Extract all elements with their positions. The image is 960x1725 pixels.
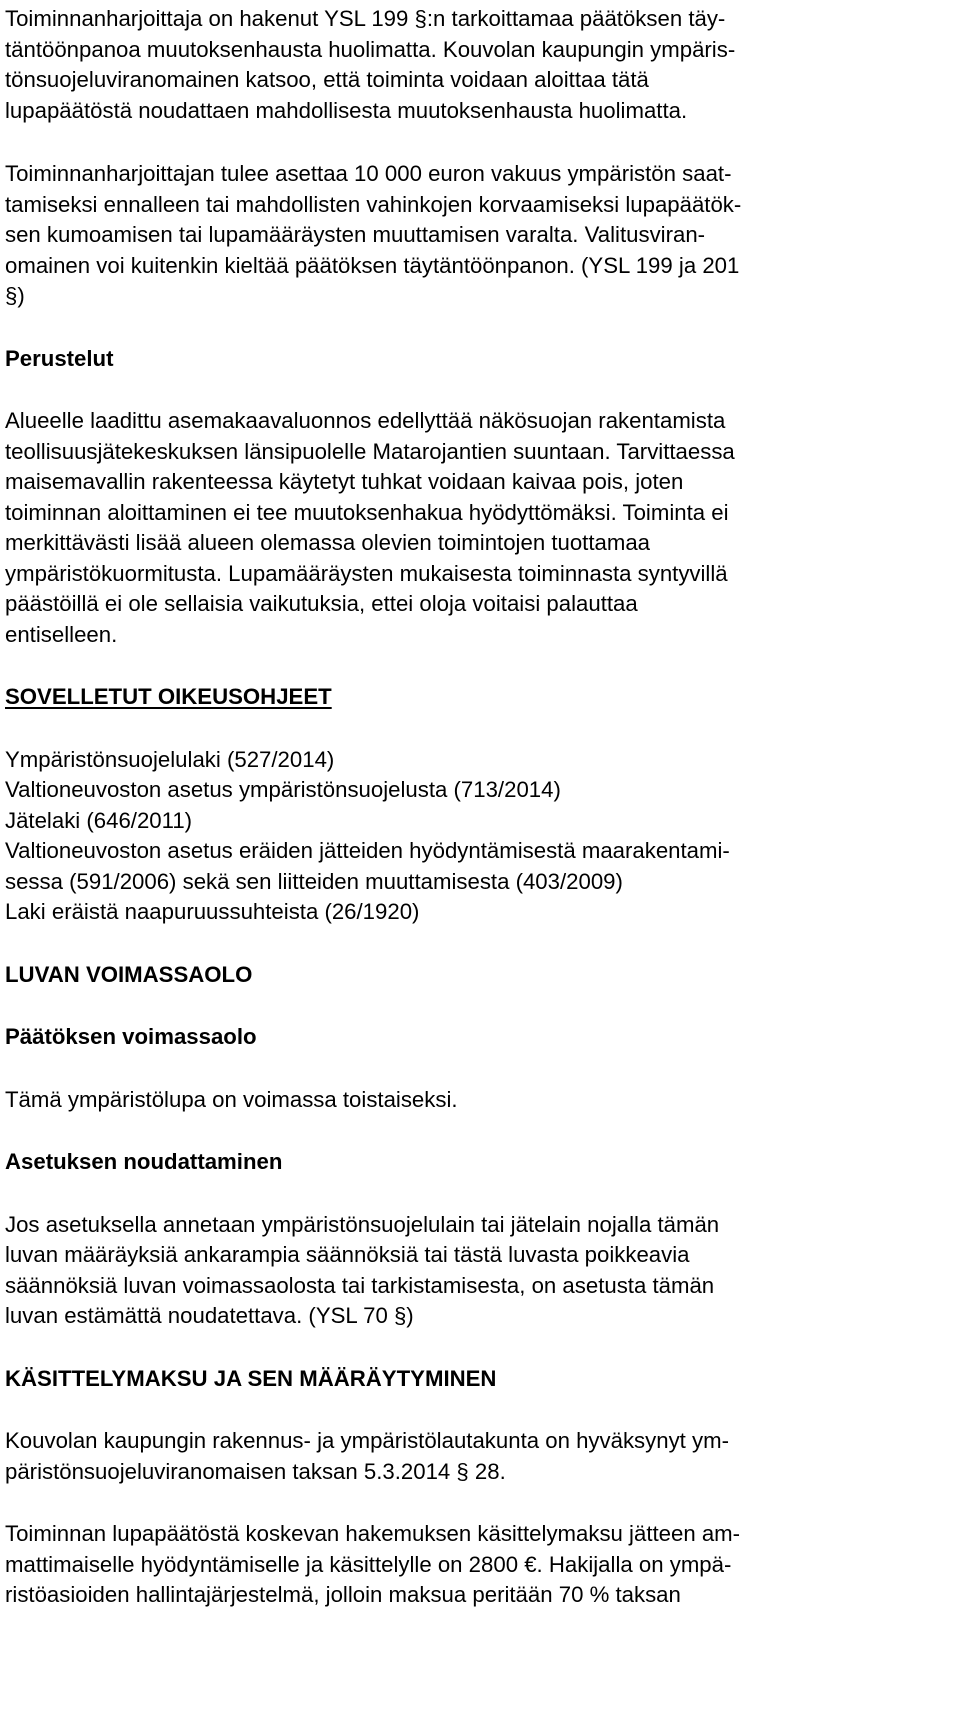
laws-list [5,745,950,928]
text-line: Kouvolan kaupungin rakennus- ja ympäristölautakunta on hyväksynyt ym- [5,1428,729,1453]
text-line: teollisuusjätekeskuksen länsipuolelle Matarojantien suuntaan. Tarvittaessa [5,438,735,464]
text-line: päristönsuojeluviranomaisen taksan 5.3.2014 § 28. [5,1458,506,1484]
law-item: sessa (591/2006) sekä sen liitteiden muuttamisesta (403/2009) [5,868,623,894]
text-line: säännöksiä luvan voimassaolosta tai tarkistamisesta, on asetusta tämän [5,1272,715,1298]
paragraph-intro [5,4,950,126]
law-item: Jätelaki (646/2011) [5,807,193,833]
text-line: omainen voi kuitenkin kieltää päätöksen täytäntöönpanon. (YSL 199 ja 201 [5,252,740,278]
text-line: §) [5,283,25,308]
text-line: Toiminnan lupapäätöstä koskevan hakemuksen käsittelymaksu jätteen am- [5,1521,741,1546]
text-line: Alueelle laadittu asemakaavaluonnos edellyttää näkösuojan rakentamista [5,408,726,433]
law-item: Valtioneuvoston asetus eräiden jätteiden hyödyntämisestä maarakentami- [5,838,730,863]
text-line: lupapäätöstä noudattaen mahdollisesta muutoksenhausta huolimatta. [5,97,688,123]
text-line: Jos asetuksella annetaan ympäristönsuojelulain tai jätelain nojalla tämän [5,1211,720,1237]
text-line: luvan estämättä noudatettava. (YSL 70 §) [5,1303,414,1328]
text-line: maisemavallin rakenteessa käytetyt tuhkat voidaan kaivaa pois, joten [5,469,684,494]
law-item: Laki eräistä naapuruussuhteista (26/1920) [5,899,420,924]
text-line: Tämä ympäristölupa on voimassa toistaiseksi. [5,1086,458,1112]
text-line: täntöönpanoa muutoksenhausta huolimatta. Kouvolan kaupungin ympäris- [5,36,736,62]
text-line: merkittävästi lisää alueen olemassa olevien toimintojen tuottamaa [5,530,651,555]
text-line: ristöasioiden hallintajärjestelmä, jolloin maksua peritään 70 % taksan [5,1582,681,1607]
document-page [5,0,950,1611]
law-item: Ympäristönsuojelulaki (527/2014) [5,746,335,772]
text-line: Toiminnanharjoittajan tulee asettaa 10 000 euron vakuus ympäristön saat- [5,161,732,186]
text-line: tönsuojeluviranomainen katsoo, että toiminta voidaan aloittaa tätä [5,67,649,92]
text-line: toiminnan aloittaminen ei tee muutoksenhakua hyödyttömäksi. Toiminta ei [5,499,729,525]
text-line: tamiseksi ennalleen tai mahdollisten vahinkojen korvaamiseksi lupapäätök- [5,191,742,217]
text-line: päästöillä ei ole sellaisia vaikutuksia, ettei oloja voitaisi palauttaa [5,591,638,616]
text-line: Toiminnanharjoittaja on hakenut YSL 199 §:n tarkoittamaa päätöksen täy- [5,6,726,31]
heading-kasittelymaksu: KÄSITTELYMAKSU JA SEN MÄÄRÄYTYMINEN [5,1365,497,1391]
text-line: sen kumoamisen tai lupamääräysten muuttamisen varalta. Valitusviran- [5,222,706,247]
paragraph-voimassaolo [5,1085,950,1116]
law-item: Valtioneuvoston asetus ympäristönsuojelusta (713/2014) [5,777,561,802]
heading-perustelut: Perustelut [5,345,114,371]
heading-sovelletut-oikeusohjeet: SOVELLETUT OIKEUSOHJEET [5,684,332,709]
paragraph-perustelut [5,406,950,650]
paragraph-taksa [5,1426,950,1487]
text-line: ympäristökuormitusta. Lupamääräysten mukaisesta toiminnasta syntyvillä [5,560,728,586]
paragraph-asetuksen [5,1210,950,1332]
text-line: entiselleen. [5,621,118,647]
heading-asetuksen-noudattaminen: Asetuksen noudattaminen [5,1149,283,1174]
text-line: luvan määräyksiä ankarampia säännöksiä tai tästä luvasta poikkeavia [5,1242,690,1267]
paragraph-security [5,159,950,312]
heading-luvan-voimassaolo: LUVAN VOIMASSAOLO [5,961,253,987]
paragraph-maksu [5,1519,950,1611]
heading-paatoksen-voimassaolo: Päätöksen voimassaolo [5,1024,257,1049]
text-line: mattimaiselle hyödyntämiselle ja käsittelylle on 2800 €. Hakijalla on ympä- [5,1551,732,1577]
